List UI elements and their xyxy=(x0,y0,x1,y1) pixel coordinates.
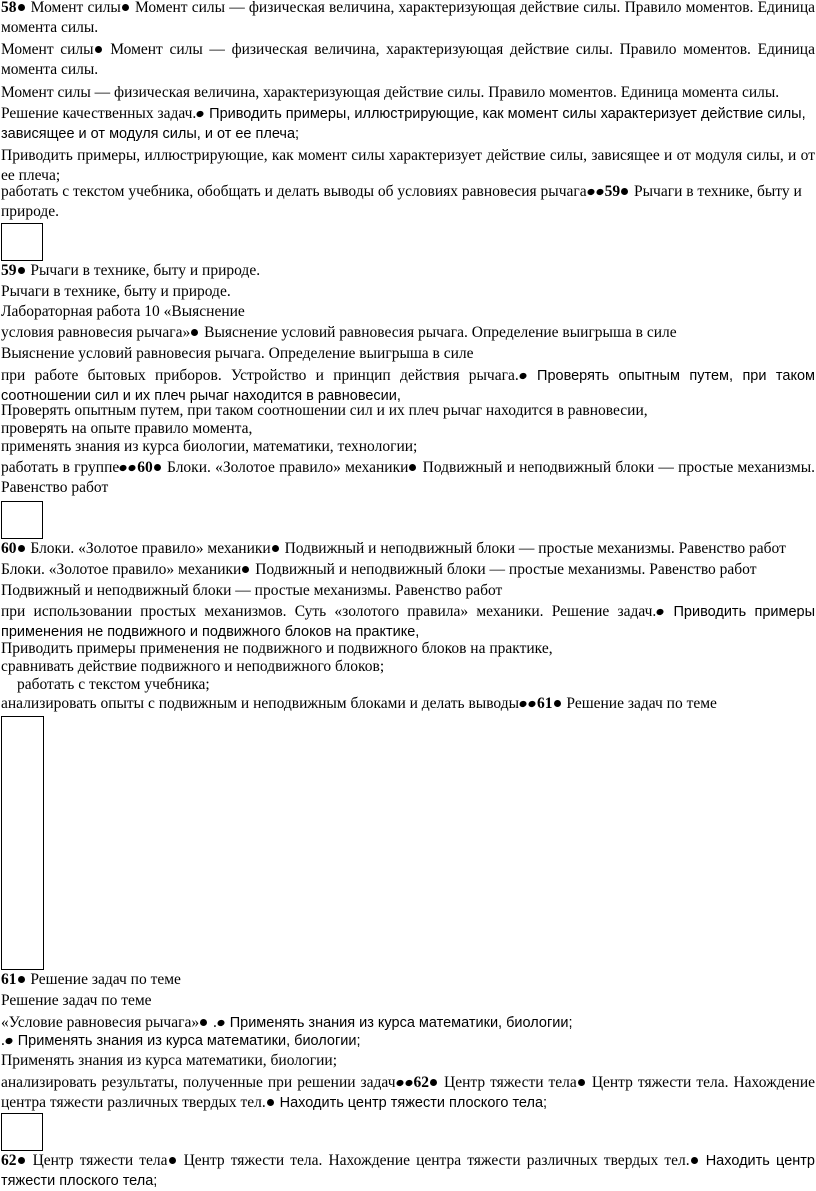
objectives-line: работать с текстом учебника; xyxy=(17,676,210,693)
lesson-topic: Блоки. «Золотое правило» механики xyxy=(167,459,409,476)
objectives-text: Находить центр тяжести плоского тела; xyxy=(279,1095,548,1111)
bullet-icon xyxy=(18,267,25,274)
lesson-number: 62 xyxy=(1,1152,17,1169)
lesson-topic: Блоки. «Золотое правило» механики xyxy=(30,540,271,557)
content-objectives-line xyxy=(1,1013,815,1033)
lab-work-content-line xyxy=(1,323,815,343)
bullet-icon xyxy=(691,1157,698,1164)
table-cell-box xyxy=(1,1113,43,1151)
lesson-topic-line: Решение задач по теме xyxy=(1,992,152,1009)
bullet-icon xyxy=(4,1037,13,1045)
objectives-next-lesson-line xyxy=(1,1073,815,1113)
objectives-text: анализировать опыты с подвижным и неподвижным блоками и делать выводы xyxy=(1,695,520,712)
lesson-content: «Условие равновесия рычага» xyxy=(1,1014,200,1031)
lesson-content-line: Подвижный и неподвижный блоки — простые механизмы. Равенство работ xyxy=(1,582,503,599)
bullet-icon xyxy=(169,1157,176,1164)
lab-work-title: условия равновесия рычага» xyxy=(1,324,191,341)
lesson-content: при использовании простых механизмов. Суть «золотого правила» механики. Решение задач. xyxy=(1,603,657,620)
bullet-icon xyxy=(519,700,528,708)
lesson-topic: Момент силы xyxy=(30,0,121,16)
bullet-icon xyxy=(128,464,137,472)
lesson-content: . xyxy=(1,1032,5,1049)
objectives-line xyxy=(1,1031,815,1051)
row-60-header xyxy=(1,539,815,559)
lesson-number: 61 xyxy=(1,971,17,988)
bullet-icon xyxy=(242,566,249,573)
bullet-icon xyxy=(395,1079,404,1087)
objectives-text: работать в группе xyxy=(1,459,120,476)
lesson-topic: Блоки. «Золотое правило» механики xyxy=(1,561,242,578)
lesson-topic: Рычаги в технике, быту и природе. xyxy=(30,262,261,279)
objectives-line: сравнивать действие подвижного и неподвижного блоков; xyxy=(1,658,385,675)
lesson-content: . xyxy=(212,1014,217,1031)
lesson-topic: Решение задач по теме xyxy=(30,971,181,988)
table-cell-box xyxy=(1,501,43,539)
bullet-icon xyxy=(409,464,416,471)
bullet-icon xyxy=(191,329,198,336)
bullet-icon xyxy=(196,110,205,118)
lesson-content: Решение качественных задач. xyxy=(1,105,197,122)
row-59-header xyxy=(1,261,815,281)
bullet-icon xyxy=(18,4,25,11)
lesson-number: 58 xyxy=(1,0,17,16)
bullet-icon xyxy=(586,188,595,196)
content-objectives-line xyxy=(1,104,815,144)
lesson-number: 60 xyxy=(1,540,17,557)
objectives-line: Приводить примеры применения не подвижного и подвижного блоков на практике, xyxy=(1,640,553,657)
bullet-icon xyxy=(216,1019,225,1027)
objectives-text: анализировать результаты, полученные при решении задач xyxy=(1,1074,396,1091)
row-61-header xyxy=(1,970,815,990)
content-objectives-line xyxy=(1,602,815,642)
bullet-icon xyxy=(119,464,128,472)
table-cell-box xyxy=(1,223,43,261)
lesson-content: Подвижный и неподвижный блоки — простые механизмы. Равенство работ xyxy=(284,540,786,557)
lesson-topic: Центр тяжести тела xyxy=(444,1074,577,1091)
lesson-content-line: Момент силы — физическая величина, характеризующая действие силы. Правило моментов. Единица момента силы. xyxy=(1,84,780,101)
bullet-icon xyxy=(272,545,279,552)
bullet-icon xyxy=(404,1079,413,1087)
bullet-icon xyxy=(595,188,604,196)
lesson-content: Подвижный и неподвижный блоки — простые механизмы. Равенство работ xyxy=(1,459,815,496)
bullet-icon xyxy=(518,372,527,380)
objectives-line xyxy=(1,182,815,222)
lesson-number: 59 xyxy=(1,262,17,279)
lesson-topic: Момент силы xyxy=(1,41,94,58)
objectives-line: Проверять опытным путем, при таком соотношении сил и их плеч рычаг находится в равновесии, xyxy=(1,402,648,419)
bullet-icon xyxy=(267,1099,274,1106)
bullet-icon xyxy=(621,188,628,195)
bullet-icon xyxy=(122,4,129,11)
bullet-icon xyxy=(578,1079,585,1086)
topic-content-line xyxy=(1,40,815,80)
bullet-icon xyxy=(154,464,161,471)
lesson-number: 62 xyxy=(413,1074,429,1091)
objectives-line: Приводить примеры, иллюстрирующие, как момент силы характеризует действие силы, зависящее и от модуля силы, и от ее плеча; xyxy=(1,147,815,184)
lesson-topic-line: Рычаги в технике, быту и природе. xyxy=(1,283,231,300)
bullet-icon xyxy=(18,545,25,552)
objectives-line: проверять на опыте правило момента, xyxy=(1,420,253,437)
bullet-icon xyxy=(18,976,25,983)
table-cell-box xyxy=(1,716,44,970)
lesson-content: Момент силы — физическая величина, характеризующая действие силы. Правило моментов. Единица момента силы. xyxy=(1,41,815,78)
row-58-header xyxy=(1,0,815,38)
topic-content-line xyxy=(1,560,815,580)
content-objectives-line xyxy=(1,366,815,406)
objectives-text: работать с текстом учебника, обобщать и делать выводы об условиях равновесия рычага xyxy=(1,183,587,200)
objectives-text: Приводить примеры применения не подвижного и подвижного блоков на практике, xyxy=(1,604,815,640)
lesson-number: 59 xyxy=(604,183,621,200)
objectives-text: Проверять опытным путем, при таком соотношении сил и их плеч рычаг находится в равновесии, xyxy=(1,368,815,404)
lesson-content: Центр тяжести тела. Нахождение центра тяжести различных твердых тел. xyxy=(1,1074,816,1111)
bullet-icon xyxy=(200,1019,207,1026)
lesson-content: Момент силы — физическая величина, характеризующая действие силы. Правило моментов. Единица момента силы. xyxy=(1,0,815,36)
lesson-number: 61 xyxy=(537,695,553,712)
objectives-line: применять знания из курса биологии, математики, технологии; xyxy=(1,438,418,455)
objectives-text: Приводить примеры, иллюстрирующие, как момент силы характеризует действие силы, зависящее и от модуля силы, и от ее плеча; xyxy=(1,106,806,142)
objectives-text: Применять знания из курса математики, биологии; xyxy=(17,1033,361,1049)
objectives-next-lesson-line xyxy=(1,694,815,714)
bullet-icon xyxy=(656,608,665,616)
objectives-line: Применять знания из курса математики, биологии; xyxy=(1,1052,338,1069)
bullet-icon xyxy=(430,1079,437,1086)
bullet-icon xyxy=(554,700,561,707)
objectives-text: Применять знания из курса математики, биологии; xyxy=(229,1015,573,1031)
bullet-icon xyxy=(528,700,537,708)
lesson-content: при работе бытовых приборов. Устройство и принцип действия рычага. xyxy=(1,367,519,384)
objectives-next-lesson-line xyxy=(1,458,815,498)
lesson-content: Центр тяжести тела. Нахождение центра тяжести различных твердых тел. xyxy=(183,1152,690,1169)
lesson-content: Выяснение условий равновесия рычага. Определение выигрыша в силе xyxy=(204,324,677,341)
lesson-topic: Центр тяжести тела xyxy=(32,1152,168,1169)
lesson-topic: Решение задач по теме xyxy=(566,695,717,712)
bullet-icon xyxy=(18,1157,25,1164)
row-62-header xyxy=(1,1151,815,1191)
bullet-icon xyxy=(95,46,102,53)
objectives-text: Находить центр тяжести плоского тела; xyxy=(1,1153,815,1189)
lesson-content: Подвижный и неподвижный блоки — простые механизмы. Равенство работ xyxy=(255,561,757,578)
lab-work-line: Лабораторная работа 10 «Выяснение xyxy=(1,303,245,320)
lesson-number: 60 xyxy=(137,459,153,476)
lesson-content-line: Выяснение условий равновесия рычага. Определение выигрыша в силе xyxy=(1,345,474,362)
lesson-topic: Рычаги в технике, быту и природе. xyxy=(1,183,802,220)
